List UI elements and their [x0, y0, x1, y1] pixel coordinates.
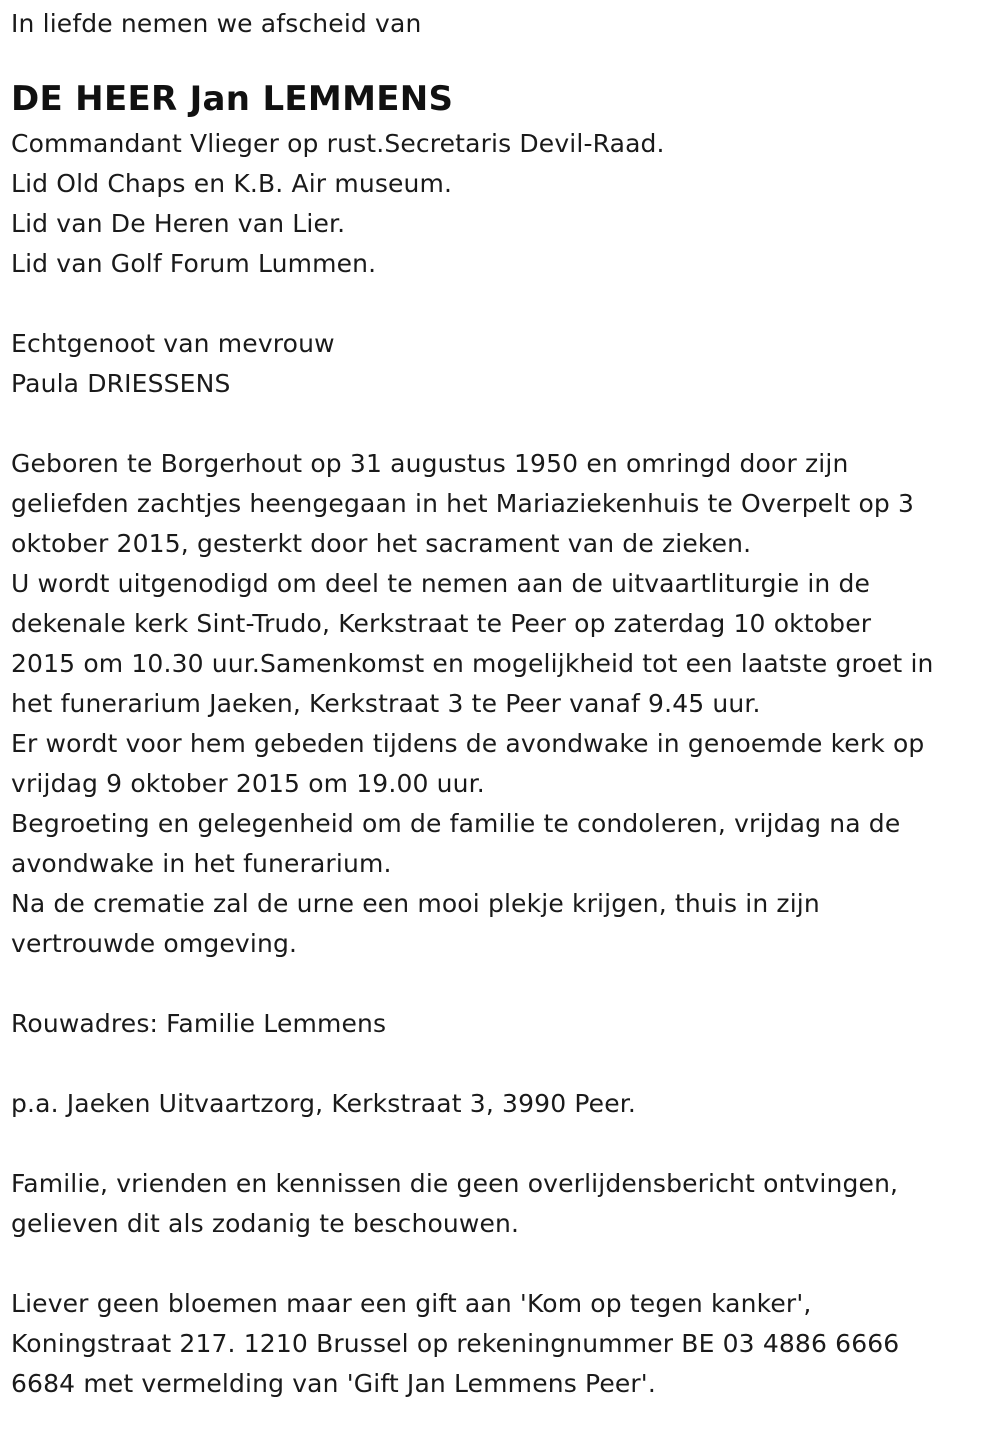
- body-block: [11, 444, 986, 964]
- mourning-address: Rouwadres: Familie Lemmens: [11, 1009, 387, 1038]
- body-line: geliefden zachtjes heengegaan in het Mariaziekenhuis te Overpelt op 3: [11, 489, 915, 518]
- title-line: Commandant Vlieger op rust.Secretaris Devil-Raad.: [11, 129, 665, 158]
- donation-line: Liever geen bloemen maar een gift aan 'Kom op tegen kanker',: [11, 1289, 812, 1318]
- notice-line: gelieven dit als zodanig te beschouwen.: [11, 1209, 520, 1238]
- spacer: [11, 404, 986, 444]
- body-line: Begroeting en gelegenheid om de familie te condoleren, vrijdag na de: [11, 809, 901, 838]
- spouse-name: Paula DRIESSENS: [11, 369, 231, 398]
- body-line: oktober 2015, gesterkt door het sacrament van de zieken.: [11, 529, 752, 558]
- body-line: 2015 om 10.30 uur.Samenkomst en mogelijkheid tot een laatste groet in: [11, 649, 934, 678]
- body-line: vrijdag 9 oktober 2015 om 19.00 uur.: [11, 769, 485, 798]
- spacer: [11, 1244, 986, 1284]
- donation-block: [11, 1284, 986, 1404]
- body-line: Geboren te Borgerhout op 31 augustus 1950 en omringd door zijn: [11, 449, 849, 478]
- body-line: het funerarium Jaeken, Kerkstraat 3 te Peer vanaf 9.45 uur.: [11, 689, 761, 718]
- spacer: [11, 1044, 986, 1084]
- body-line: Er wordt voor hem gebeden tijdens de avondwake in genoemde kerk op: [11, 729, 925, 758]
- notice-block: [11, 1164, 986, 1244]
- donation-line: Koningstraat 217. 1210 Brussel op rekeningnummer BE 03 4886 6666: [11, 1329, 900, 1358]
- notice-line: Familie, vrienden en kennissen die geen overlijdensbericht ontvingen,: [11, 1169, 899, 1198]
- spouse-label: Echtgenoot van mevrouw: [11, 329, 335, 358]
- care-of-address: p.a. Jaeken Uitvaartzorg, Kerkstraat 3, 3990 Peer.: [11, 1089, 636, 1118]
- spacer: [11, 964, 986, 1004]
- title-line: Lid van Golf Forum Lummen.: [11, 249, 377, 278]
- titles-block: [11, 124, 986, 284]
- body-line: Na de crematie zal de urne een mooi plekje krijgen, thuis in zijn: [11, 889, 820, 918]
- intro-text: In liefde nemen we afscheid van: [11, 9, 422, 38]
- spacer: [11, 284, 986, 324]
- body-line: avondwake in het funerarium.: [11, 849, 392, 878]
- title-line: Lid van De Heren van Lier.: [11, 209, 346, 238]
- body-line: U wordt uitgenodigd om deel te nemen aan de uitvaartliturgie in de: [11, 569, 871, 598]
- body-line: vertrouwde omgeving.: [11, 929, 298, 958]
- spouse-block: [11, 324, 986, 404]
- body-line: dekenale kerk Sint-Trudo, Kerkstraat te Peer op zaterdag 10 oktober: [11, 609, 872, 638]
- obituary-document: [11, 4, 986, 1404]
- spacer: [11, 1124, 986, 1164]
- deceased-name: DE HEER Jan LEMMENS: [11, 79, 454, 119]
- donation-line: 6684 met vermelding van 'Gift Jan Lemmens Peer'.: [11, 1369, 656, 1398]
- title-line: Lid Old Chaps en K.B. Air museum.: [11, 169, 453, 198]
